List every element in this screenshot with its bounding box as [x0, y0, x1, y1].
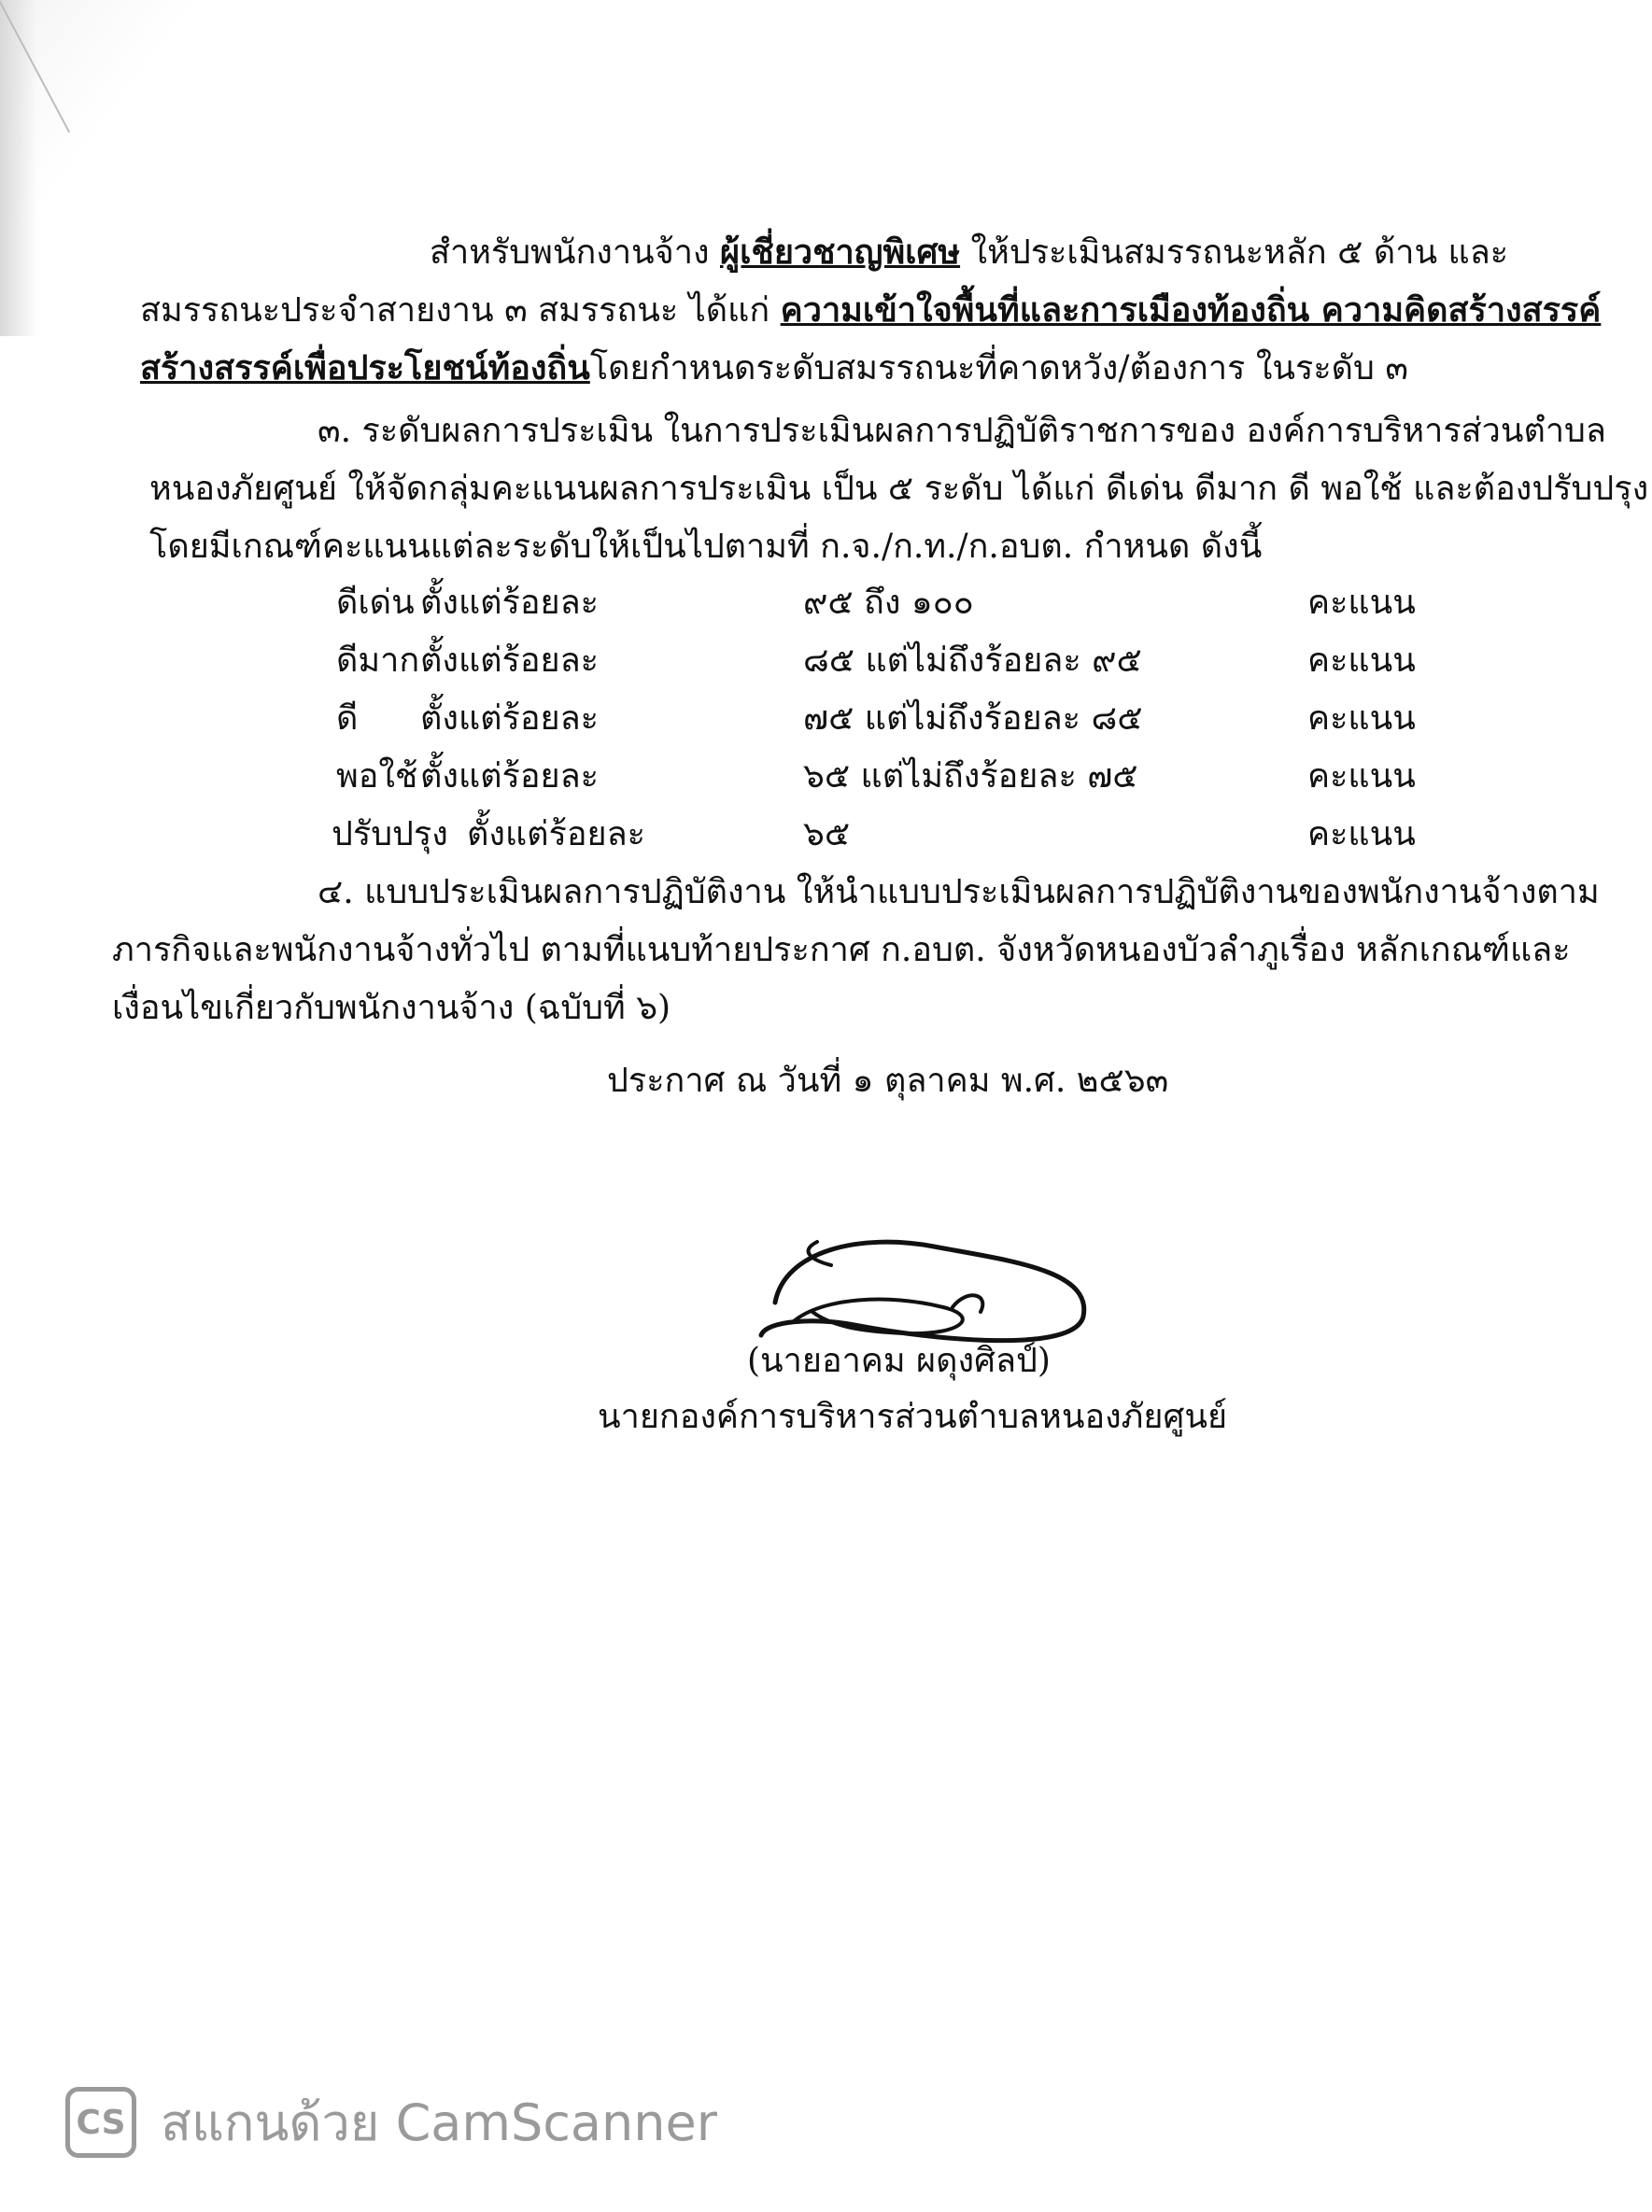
level-from: ตั้งแต่ร้อยละ	[420, 641, 599, 680]
level-name: ดีมาก	[336, 641, 420, 680]
section-3-line-2: หนองภัยศูนย์ ให้จัดกลุ่มคะแนนผลการประเมิน เป็น ๕ ระดับ ได้แก่ ดีเด่น ดีมาก ดี พอใช้ และต้องปรับปรุง	[149, 470, 1649, 508]
p1-l2-pre: สมรรถนะประจำสายงาน ๓ สมรรถนะ ได้แก่	[140, 291, 770, 330]
paragraph-1-line-3	[140, 347, 1408, 389]
level-name: ดี	[336, 699, 359, 738]
section-4-line-1: ๔. แบบประเมินผลการปฏิบัติงาน ให้นำแบบประเมินผลการปฏิบัติงานของพนักงานจ้างตาม	[318, 873, 1600, 911]
paragraph-1-line-2	[140, 289, 1601, 331]
p1-underlined-expert: ผู้เชี่ยวชาญพิเศษ	[719, 232, 961, 272]
section-3-line-1: ๓. ระดับผลการประเมิน ในการประเมินผลการปฏิบัติราชการของ องค์การบริหารส่วนตำบล	[318, 412, 1606, 450]
p1-l3-underlined: สร้างสรรค์เพื่อประโยชน์ท้องถิ่น	[140, 348, 590, 387]
level-range: ๙๕ ถึง ๑๐๐	[803, 584, 974, 622]
camscanner-logo-icon: CS	[65, 2087, 136, 2158]
section-3-line-3: โดยมีเกณฑ์คะแนนแต่ละระดับให้เป็นไปตามที่ ก.จ./ก.ท./ก.อบต. กำหนด ดังนี้	[149, 528, 1263, 566]
page-curl-shadow	[0, 0, 37, 336]
signer-name: (นายอาคม ผดุงศิลป์)	[747, 1342, 1051, 1380]
level-unit: คะแนน	[1307, 815, 1416, 853]
level-unit: คะแนน	[1307, 757, 1416, 796]
level-name: ปรับปรุง	[332, 815, 448, 853]
section-4-line-2: ภารกิจและพนักงานจ้างทั่วไป ตามที่แนบท้ายประกาศ ก.อบต. จังหวัดหนองบัวลำภูเรื่อง หลักเกณฑ์และ	[112, 931, 1571, 969]
level-from: ตั้งแต่ร้อยละ	[420, 757, 599, 796]
level-range: ๘๕ แต่ไม่ถึงร้อยละ ๙๕	[803, 641, 1142, 680]
level-name: พอใช้	[336, 757, 418, 796]
level-range: ๖๕	[803, 815, 851, 853]
level-unit: คะแนน	[1307, 699, 1416, 738]
announcement-date: ประกาศ ณ วันที่ ๑ ตุลาคม พ.ศ. ๒๕๖๓	[607, 1062, 1169, 1100]
camscanner-watermark	[65, 2082, 717, 2163]
level-name: ดีเด่น	[336, 584, 415, 622]
signer-title: นายกองค์การบริหารส่วนตำบลหนองภัยศูนย์	[598, 1398, 1228, 1436]
handwritten-signature	[747, 1214, 1102, 1354]
p1-text-post: ให้ประเมินสมรรถนะหลัก ๕ ด้าน และ	[970, 233, 1509, 272]
level-unit: คะแนน	[1307, 584, 1416, 622]
p1-l3-post: โดยกำหนดระดับสมรรถนะที่คาดหวัง/ต้องการ ในระดับ ๓	[589, 349, 1408, 387]
level-range: ๖๕ แต่ไม่ถึงร้อยละ ๗๕	[803, 757, 1138, 796]
p1-text-pre: สำหรับพนักงานจ้าง	[430, 233, 710, 272]
p1-l2-underlined: ความเข้าใจพื้นที่และการเมืองท้องถิ่น ความคิดสร้างสรรค์	[780, 290, 1602, 330]
paragraph-1-line-1	[430, 232, 1508, 274]
level-from: ตั้งแต่ร้อยละ	[467, 815, 645, 853]
level-from: ตั้งแต่ร้อยละ	[420, 699, 599, 738]
section-4-line-3: เงื่อนไขเกี่ยวกับพนักงานจ้าง (ฉบับที่ ๖)	[112, 989, 671, 1027]
level-from: ตั้งแต่ร้อยละ	[420, 584, 599, 622]
level-unit: คะแนน	[1307, 641, 1416, 680]
camscanner-text: สแกนด้วย CamScanner	[161, 2093, 717, 2152]
level-range: ๗๕ แต่ไม่ถึงร้อยละ ๘๕	[803, 699, 1143, 738]
